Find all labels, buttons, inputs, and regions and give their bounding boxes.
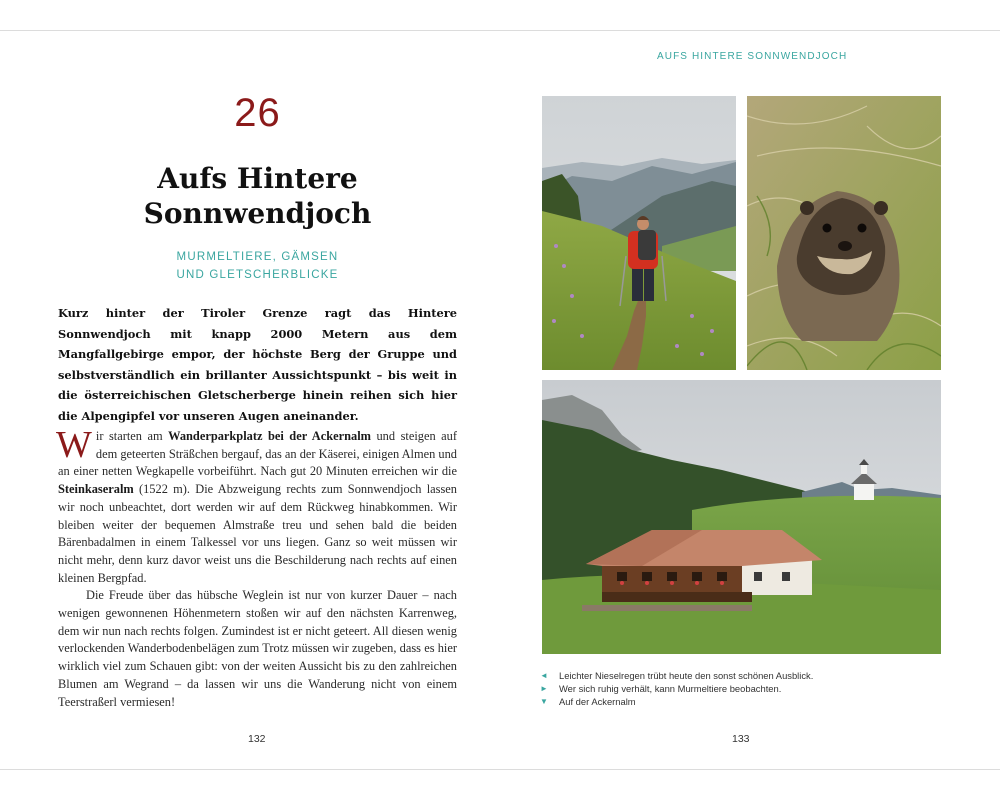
place-name-highlight: Wanderparkplatz bei der Ackernalm [168,429,371,443]
marmot-photo-illustration [747,96,941,370]
arrow-left-icon: ◄ [540,671,548,680]
book-spread [0,30,1000,770]
caption-hiker [540,670,940,683]
subtitle-line-2: UND GLETSCHERBLICKE [176,269,339,281]
photo-marmot [747,96,941,370]
chapter-subtitle [0,248,515,284]
body-text [56,424,458,711]
caption-text: Wer sich ruhig verhält, kann Murmeltiere beobachten. [559,682,782,694]
photo-hiker [542,96,736,370]
drop-cap: W [56,424,92,466]
page-number-right: 133 [732,733,750,745]
page-number-left: 132 [248,733,266,745]
right-page [500,31,1000,771]
left-page [0,31,500,771]
caption-text: Leichter Nieselregen trübt heute den sonst schönen Ausblick. [559,670,814,681]
photo-captions [540,670,940,708]
body-text-segment: und steigen auf dem geteerten Sträßchen bergauf, das an der Käserei, einigen Almen und an einer netten Wegkapelle vorbeiführt. Nach gut 20 Minuten erreichen wir die [58,429,458,479]
place-name-highlight: Steinkaseralm [58,482,134,497]
alm-photo-illustration [542,380,941,654]
body-text-segment: ir starten am [95,429,169,443]
arrow-right-icon: ► [540,683,548,693]
photo-ackernalm [542,380,941,654]
caption-alm [540,696,940,709]
chapter-title-line-2: Sonnwendjoch [143,197,372,230]
running-head: AUFS HINTERE SONNWENDJOCH [657,51,848,62]
arrow-down-icon: ▼ [540,696,548,706]
caption-text: Auf der Ackernalm [559,695,636,707]
chapter-title-line-1: Aufs Hintere [157,162,358,195]
body-text-segment: (1522 m). Die Abzweigung rechts zum Sonnwendjoch lassen wir noch unbeachtet, dort werden wir auf dem Rückweg hinabkommen. Wir bleiben weiter der bequemen Almstraße treu und sehen bald die beiden Bärenbadalmen in einem Talkessel vor uns liegen. Ganz so weit müssen wir nicht mehr, denn kurz davor weist uns die Beschilderung nach rechts auf einen kleinen Bergpfad. [58,482,457,585]
body-paragraph-2: Die Freude über das hübsche Weglein ist nur von kurzer Dauer – nach wenigen gewonnenen Höhenmetern stoßen wir auf den nächsten Karrenweg, dem wir nun nach rechts folgen. Zumindest ist er nicht geteert. All diesen wenig verlockenden Wanderbodenbelägen zum Trotz müssen wir zugeben, dass es hier wirklich viel zum Schauen gibt: von der weiten Aussicht bis zu den zahlreichen Blumen am Wegrand – da lassen wir uns die Wanderung nicht von einem Teerstraßerl vermiesen! [58,588,457,709]
chapter-title [0,161,515,231]
caption-marmot [540,683,940,696]
chapter-number: 26 [234,91,281,135]
intro-paragraph: Kurz hinter der Tiroler Grenze ragt das Hintere Sonnwendjoch mit knapp 2000 Metern aus dem Mangfallgebirge empor, der höchste Berg der Gruppe und selbstverständlich ein brillanter Aussichtspunkt – bis weit in die österreichischen Gletscherberge hinein reihen sich hier die Alpengipfel vor unseren Augen aneinander. [58,306,457,423]
subtitle-line-1: MURMELTIERE, GÄMSEN [176,251,339,263]
hiker-photo-illustration [542,96,736,370]
body-paragraph-1 [56,424,458,587]
